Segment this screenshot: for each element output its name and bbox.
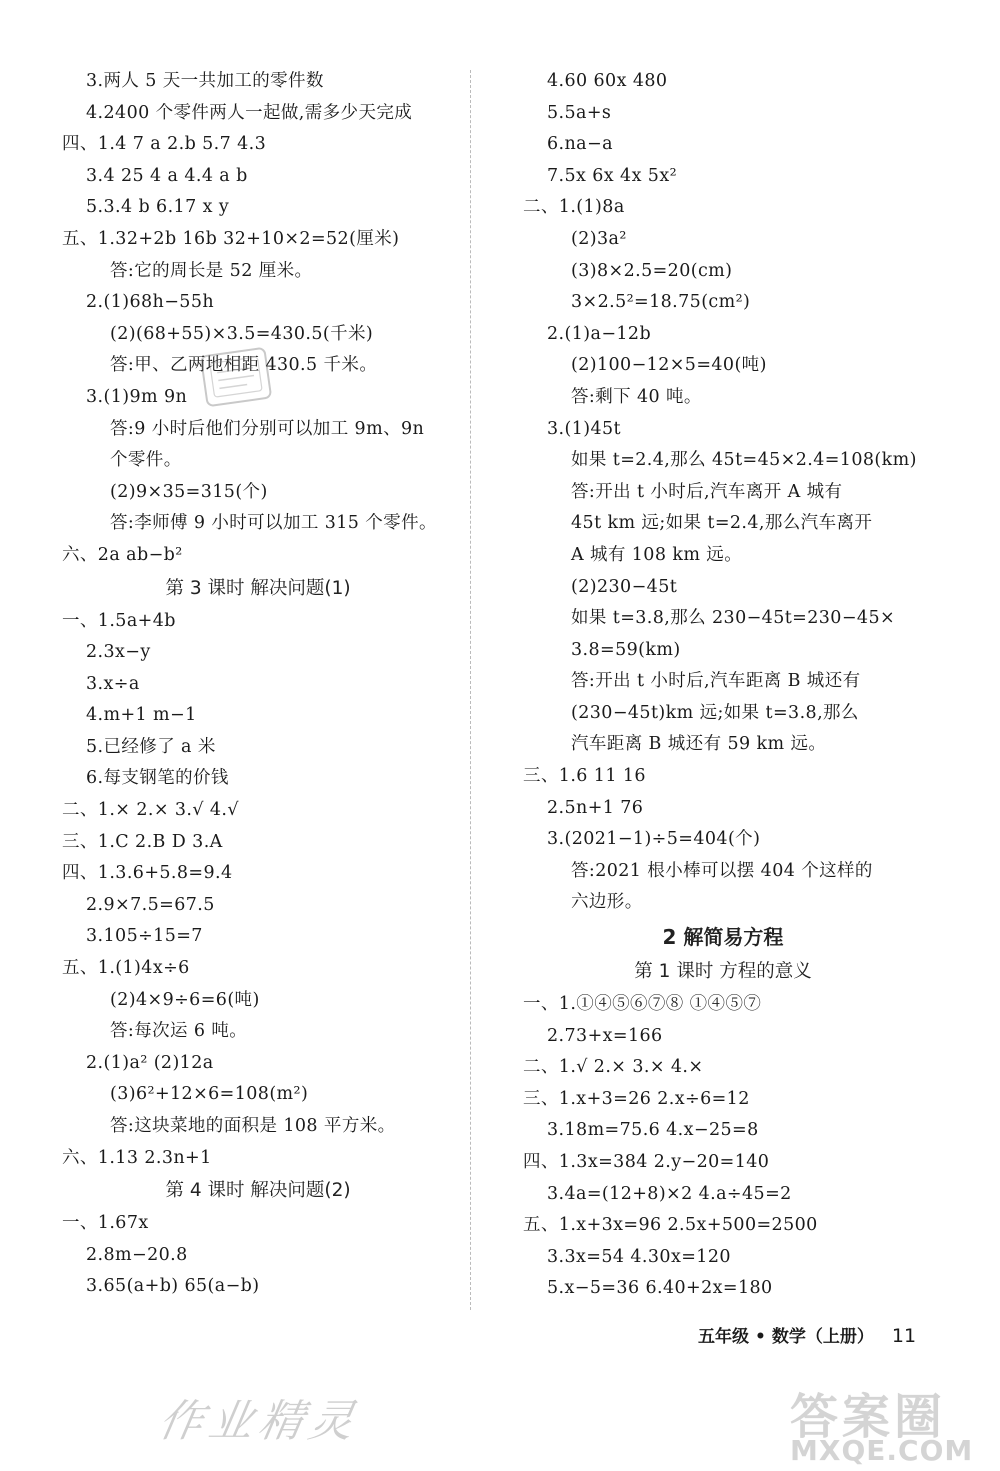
answer-line: (2)(68+55)×3.5=430.5(千米) — [110, 323, 374, 344]
answer-line: 5.5a+s — [547, 102, 612, 123]
footer-separator: • — [755, 1327, 766, 1347]
answer-line: 答:开出 t 小时后,汽车距离 B 城还有 — [571, 671, 861, 692]
answer-line: 45t km 远;如果 t=2.4,那么汽车离开 — [571, 513, 873, 534]
answer-line: (2)230−45t — [571, 576, 678, 597]
answer-line: 一、1.5a+4b — [62, 610, 176, 631]
answer-line: 如果 t=2.4,那么 45t=45×2.4=108(km) — [571, 450, 917, 471]
answer-line: 一、1.①④⑤⑥⑦⑧ ①④⑤⑦ — [523, 994, 762, 1015]
watermark-url: MXQE.COM — [790, 1434, 974, 1467]
answer-line: (3)6²+12×6=108(m²) — [110, 1084, 309, 1105]
section-heading: 2 解简易方程 — [662, 925, 784, 950]
answer-line: 二、1.(1)8a — [523, 197, 625, 218]
answer-line: 答:这块菜地的面积是 108 平方米。 — [110, 1116, 396, 1136]
answer-line: 2.(1)68h−55h — [86, 292, 215, 313]
answer-line: 5.3.4 b 6.17 x y — [86, 197, 230, 218]
footer-grade: 五年级 — [698, 1327, 749, 1347]
answer-line: (2)100−12×5=40(吨) — [571, 355, 767, 376]
answer-line: 3.4 25 4 a 4.4 a b — [86, 165, 248, 186]
section-heading: 第 1 课时 方程的意义 — [634, 961, 812, 983]
answer-line: 答:开出 t 小时后,汽车离开 A 城有 — [571, 481, 843, 502]
answer-line: 3.(1)9m 9n — [86, 386, 188, 407]
answer-line: 二、1.√ 2.× 3.× 4.× — [523, 1057, 704, 1078]
left-answer-column — [62, 66, 454, 1303]
answer-line: 2.8m−20.8 — [86, 1244, 188, 1265]
stamp-mark — [196, 341, 276, 412]
answer-line: 答:甲、乙两地相距 430.5 千米。 — [110, 355, 378, 376]
answer-line: 五、1.(1)4x÷6 — [62, 958, 190, 979]
answer-line: 3.4a=(12+8)×2 4.a÷45=2 — [547, 1183, 792, 1204]
answer-line: 六边形。 — [571, 892, 643, 913]
answer-line: 3.3x=54 4.30x=120 — [547, 1246, 731, 1267]
answer-line: 三、1.C 2.B D 3.A — [62, 831, 223, 852]
answer-line: 6.na−a — [547, 134, 613, 155]
answer-line: A 城有 108 km 远。 — [571, 544, 743, 565]
answer-line: 五、1.x+3x=96 2.5x+500=2500 — [523, 1215, 818, 1236]
answer-line: 六、1.13 2.3n+1 — [62, 1147, 212, 1168]
section-heading: 第 4 课时 解决问题(2) — [165, 1180, 351, 1202]
answer-line: 2.(1)a² (2)12a — [86, 1052, 214, 1073]
answer-line: 3.(1)45t — [547, 418, 621, 439]
answer-line: 3.x÷a — [86, 673, 140, 694]
page-number: 11 — [891, 1325, 917, 1347]
answer-line: 四、1.3.6+5.8=9.4 — [62, 863, 233, 884]
answer-line: (230−45t)km 远;如果 t=3.8,那么 — [571, 702, 859, 723]
answer-line: 7.5x 6x 4x 5x² — [547, 165, 678, 186]
answer-line: 三、1.x+3=26 2.x÷6=12 — [523, 1088, 750, 1109]
answer-line: (3)8×2.5=20(cm) — [571, 260, 733, 281]
answer-line: (2)9×35=315(个) — [110, 481, 268, 502]
answer-line: 3.两人 5 天一共加工的零件数 — [86, 71, 324, 91]
watermark-left: 作业精灵 — [154, 1396, 364, 1447]
answer-line: 4.2400 个零件两人一起做,需多少天完成 — [86, 102, 413, 123]
column-divider — [470, 70, 471, 1310]
answer-line: 3×2.5²=18.75(cm²) — [571, 292, 751, 313]
answer-line: (2)3a² — [571, 228, 627, 249]
answer-line: 答:它的周长是 52 厘米。 — [110, 260, 313, 281]
answer-line: 2.9×7.5=67.5 — [86, 894, 215, 915]
answer-line: 3.(2021−1)÷5=404(个) — [547, 829, 761, 850]
footer-subject: 数学（上册） — [771, 1327, 874, 1347]
answer-line: 3.18m=75.6 4.x−25=8 — [547, 1120, 759, 1141]
answer-line: 三、1.6 11 16 — [523, 766, 646, 787]
answer-line: 3.105÷15=7 — [86, 926, 203, 947]
answer-line: 答:剩下 40 吨。 — [571, 386, 702, 407]
answer-line: 四、1.3x=384 2.y−20=140 — [523, 1152, 770, 1172]
answer-line: 如果 t=3.8,那么 230−45t=230−45× — [571, 608, 896, 629]
answer-line: 2.73+x=166 — [547, 1025, 663, 1046]
answer-line: (2)4×9÷6=6(吨) — [110, 989, 260, 1010]
answer-line: 五、1.32+2b 16b 32+10×2=52(厘米) — [62, 228, 400, 249]
right-answer-column — [523, 66, 923, 1305]
answer-line: 6.每支钢笔的价钱 — [86, 768, 229, 789]
answer-line: 答:9 小时后他们分别可以加工 9m、9n — [110, 418, 425, 439]
answer-line: 答:2021 根小棒可以摆 404 个这样的 — [571, 860, 873, 881]
answer-line: 六、2a ab−b² — [62, 544, 183, 565]
answer-line: 汽车距离 B 城还有 59 km 远。 — [571, 734, 827, 755]
answer-line: 答:李师傅 9 小时可以加工 315 个零件。 — [110, 513, 437, 534]
page-footer — [698, 1321, 916, 1351]
section-heading: 第 3 课时 解决问题(1) — [165, 577, 351, 599]
answer-line: 个零件。 — [110, 450, 182, 471]
answer-line: 4.m+1 m−1 — [86, 705, 197, 726]
answer-line: 3.65(a+b) 65(a−b) — [86, 1276, 260, 1297]
answer-line: 二、1.× 2.× 3.√ 4.√ — [62, 800, 239, 821]
answer-line: 4.60 60x 480 — [547, 71, 668, 91]
answer-line: 5.x−5=36 6.40+2x=180 — [547, 1278, 773, 1299]
answer-line: 3.8=59(km) — [571, 639, 681, 660]
answer-line: 一、1.67x — [62, 1213, 149, 1234]
answer-line: 2.(1)a−12b — [547, 323, 652, 344]
answer-line: 5.已经修了 a 米 — [86, 736, 216, 757]
answer-line: 2.3x−y — [86, 642, 151, 663]
answer-line: 答:每次运 6 吨。 — [110, 1021, 248, 1042]
answer-line: 四、1.4 7 a 2.b 5.7 4.3 — [62, 134, 267, 155]
watermark-right: 答案圈 — [790, 1389, 947, 1445]
answer-line: 2.5n+1 76 — [547, 797, 644, 818]
